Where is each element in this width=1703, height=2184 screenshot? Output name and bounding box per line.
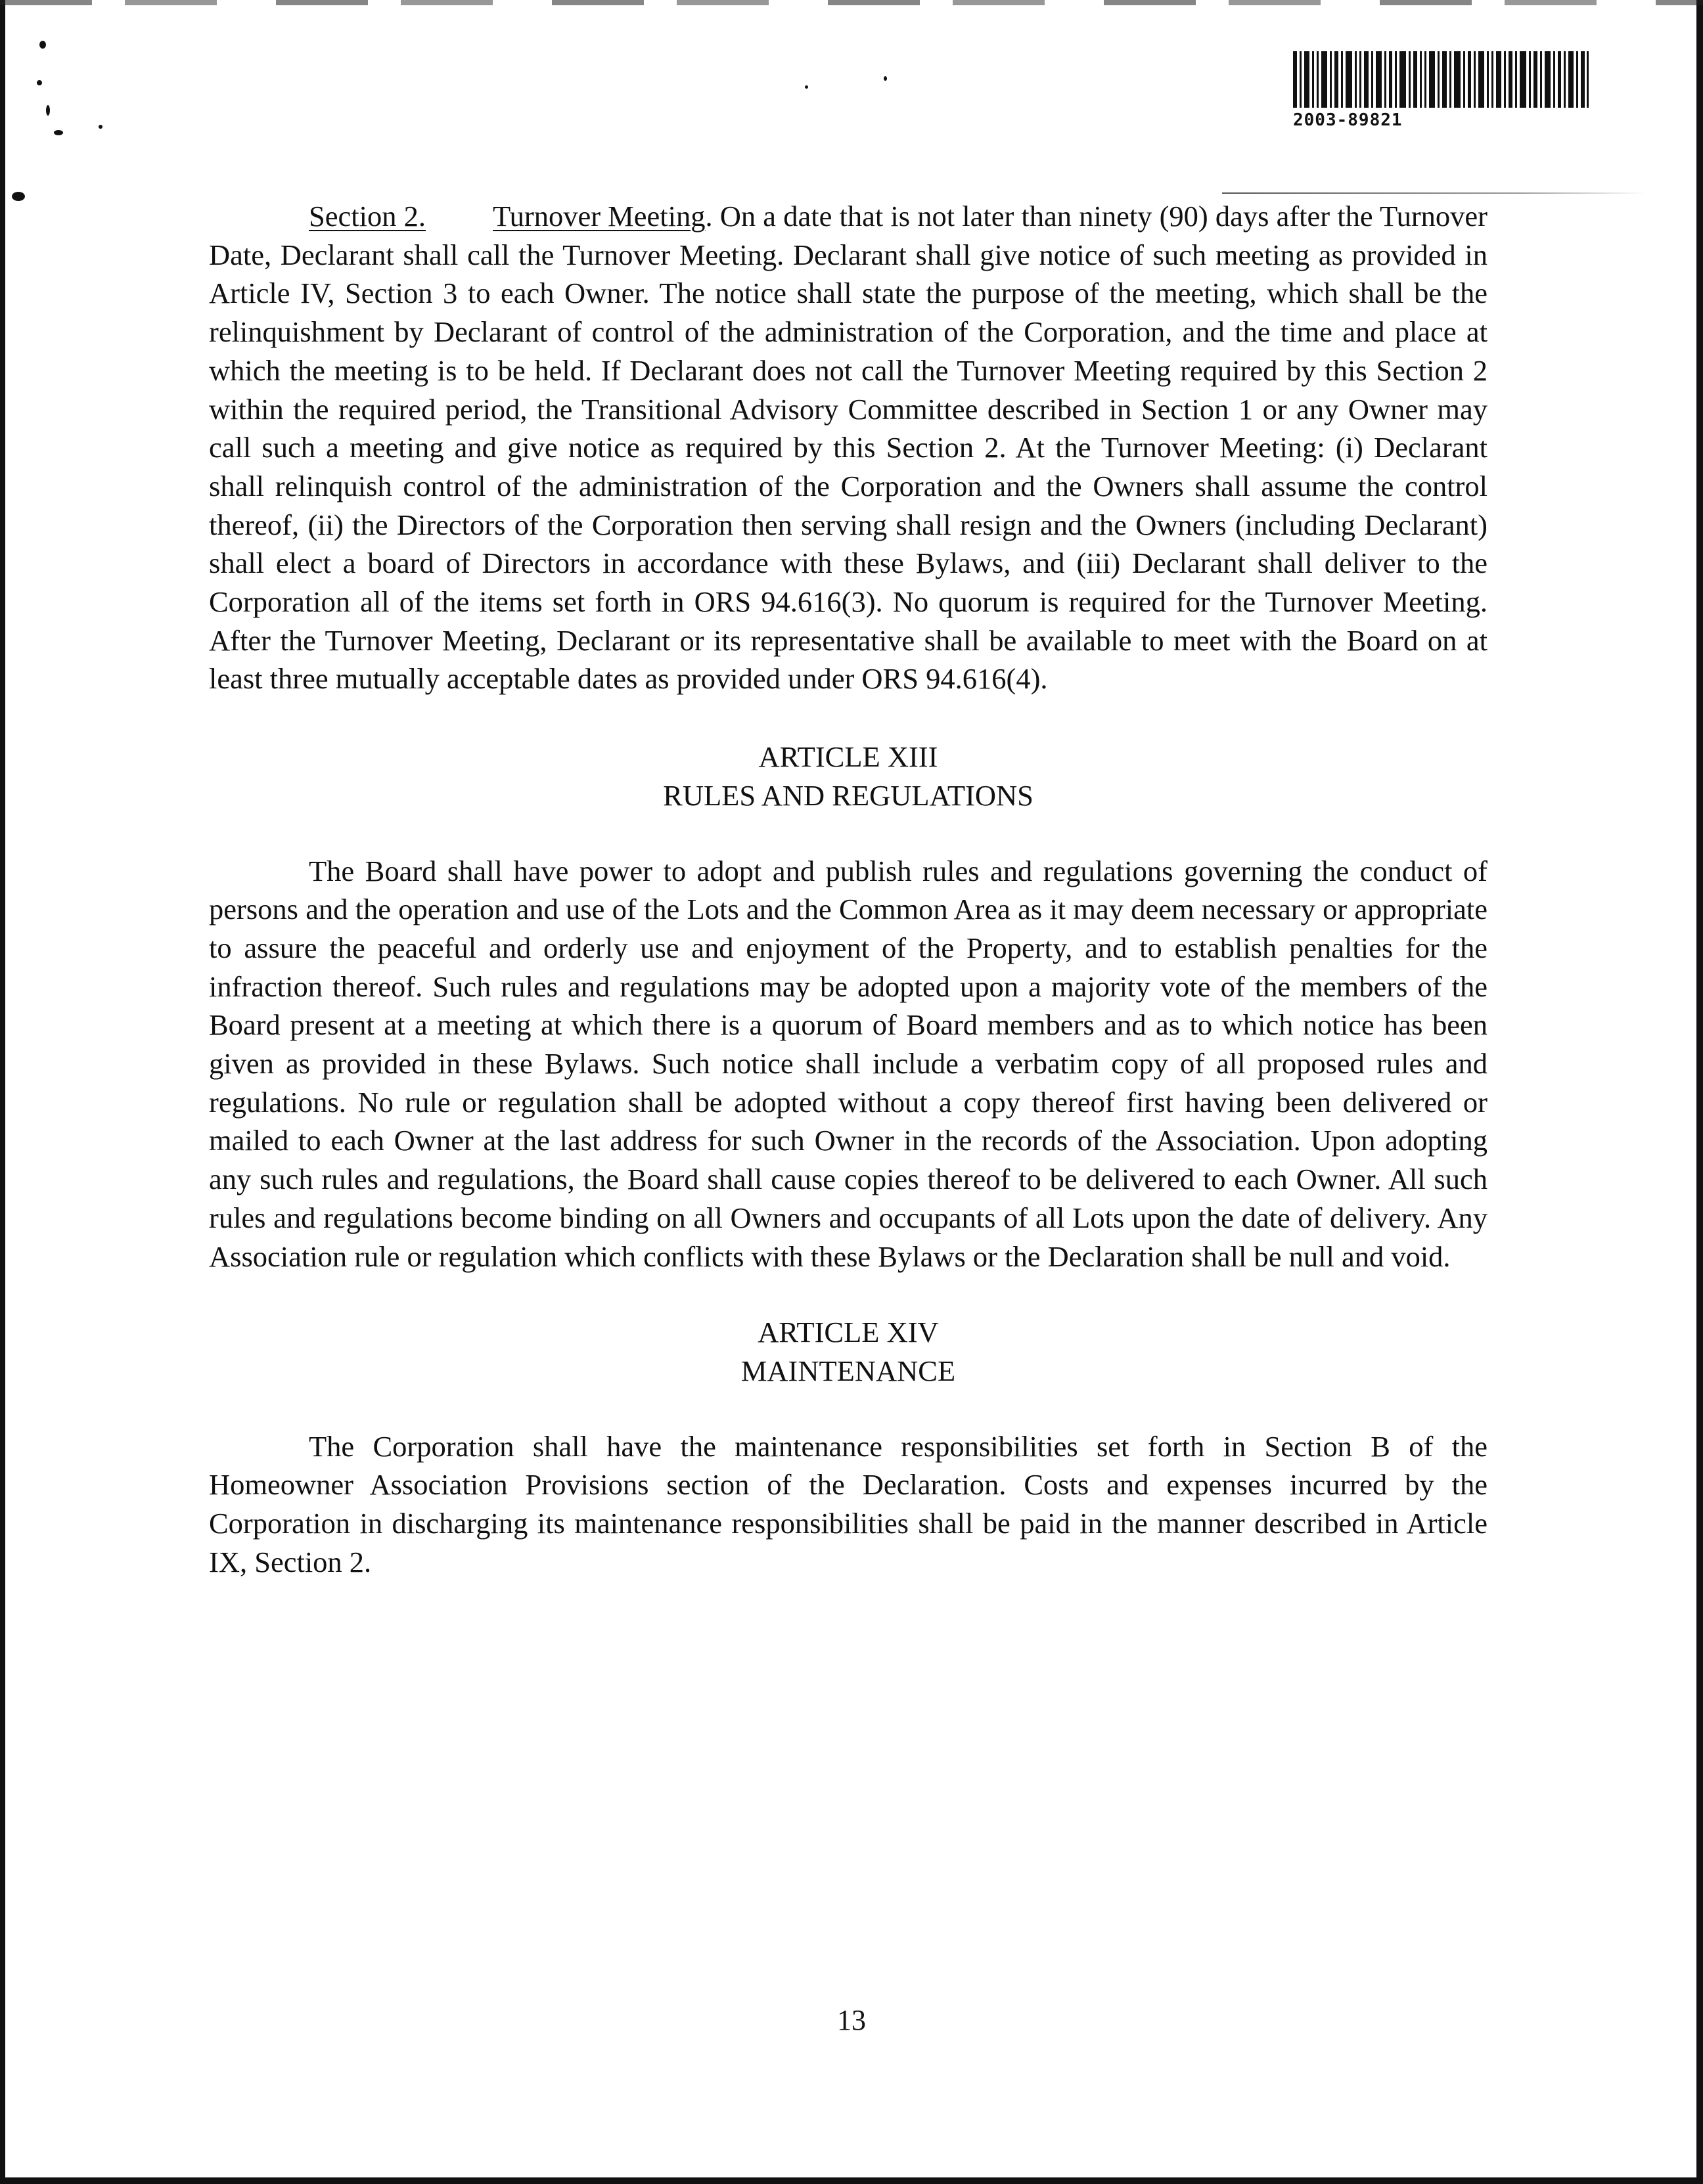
article-14-number: ARTICLE XIV [758,1316,939,1349]
article-13-number: ARTICLE XIII [758,740,938,774]
scan-speck [46,105,50,116]
recording-number: 2003-89821 [1293,110,1403,130]
scan-speck [37,80,42,85]
scan-speck [39,41,46,49]
scan-top-edge [0,0,1703,5]
section-2-paragraph [209,197,1487,698]
article-13-title: RULES AND REGULATIONS [663,778,1033,812]
scan-speck [805,85,808,89]
scan-speck [884,76,887,81]
recording-barcode [1293,51,1589,130]
article-13-paragraph: The Board shall have power to adopt and publish rules and regulations governing the conduct of persons and the operation and use of the Lots and the Common Area as it may deem necessary or appropriate to assure the peaceful and orderly use and enjoyment of the Property, and to establish penalties for the infraction thereof. Such rules and regulations may be adopted upon a majority vote of the members of the Board present at a meeting at which there is a quorum of Board members and as to which notice has been given as provided in these Bylaws. Such notice shall include a verbatim copy of all proposed rules and regulations. No rule or regulation shall be adopted without a copy thereof first having been delivered or mailed to each Owner at the last address for such Owner in the records of the Association. Upon adopting any such rules and regulations, the Board shall cause copies thereof to be delivered to each Owner. All such rules and regulations become binding on all Owners and occupants of all Lots upon the date of delivery. Any Association rule or regulation which conflicts with these Bylaws or the Declaration shall be null and void. [209,854,1487,1273]
section-title: Turnover Meeting [493,200,706,233]
article-14-paragraph: The Corporation shall have the maintenance responsibilities set forth in Section B of the Homeowner Association Provisions section of the Declaration. Costs and expenses incurred by the Corporation in discharging its maintenance responsibilities shall be paid in the manner described in Article IX, Section 2. [209,1429,1487,1578]
article-14-title: MAINTENANCE [740,1354,956,1387]
scan-speck [99,125,102,129]
stray-scan-line [1222,192,1646,194]
article-13-heading [209,738,1487,814]
section-2-text: On a date that is not later than ninety (90) days after the Turnover Date, Declarant shall call the Turnover Meeting. Declarant shall give notice of such meeting as provided in Article IV, Section 3 to each Owner. The notice shall state the purpose of the meeting, which shall be the relinquishment by Declarant of control of the administration of the Corporation, and the time and place at which the meeting is to be held. If Declarant does not call the Turnover Meeting required by this Section 2 within the required period, the Transitional Advisory Committee described in Section 1 or any Owner may call such a meeting and give notice as required by this Section 2. At the Turnover Meeting: (i) Declarant shall relinquish control of the administration of the Corporation and the Owners shall assume the control thereof, (ii) the Directors of the Corporation then serving shall resign and the Owners (including Declarant) shall elect a board of Directors in accordance with these Bylaws, and (iii) Declarant shall deliver to the Corporation all of the items set forth in ORS 94.616(3). No quorum is required for the Turnover Meeting. After the Turnover Meeting, Declarant or its representative shall be available to meet with the Board on at least three mutually acceptable dates as provided under ORS 94.616(4). [209,200,1487,696]
scan-speck [12,192,25,201]
page-number: 13 [837,2004,866,2036]
article-14-heading [209,1313,1487,1390]
scan-speck [54,130,63,135]
section-title-suffix: . [705,200,713,233]
section-label: Section 2. [309,200,426,233]
document-body [209,197,1487,1582]
barcode-icon [1293,51,1589,108]
